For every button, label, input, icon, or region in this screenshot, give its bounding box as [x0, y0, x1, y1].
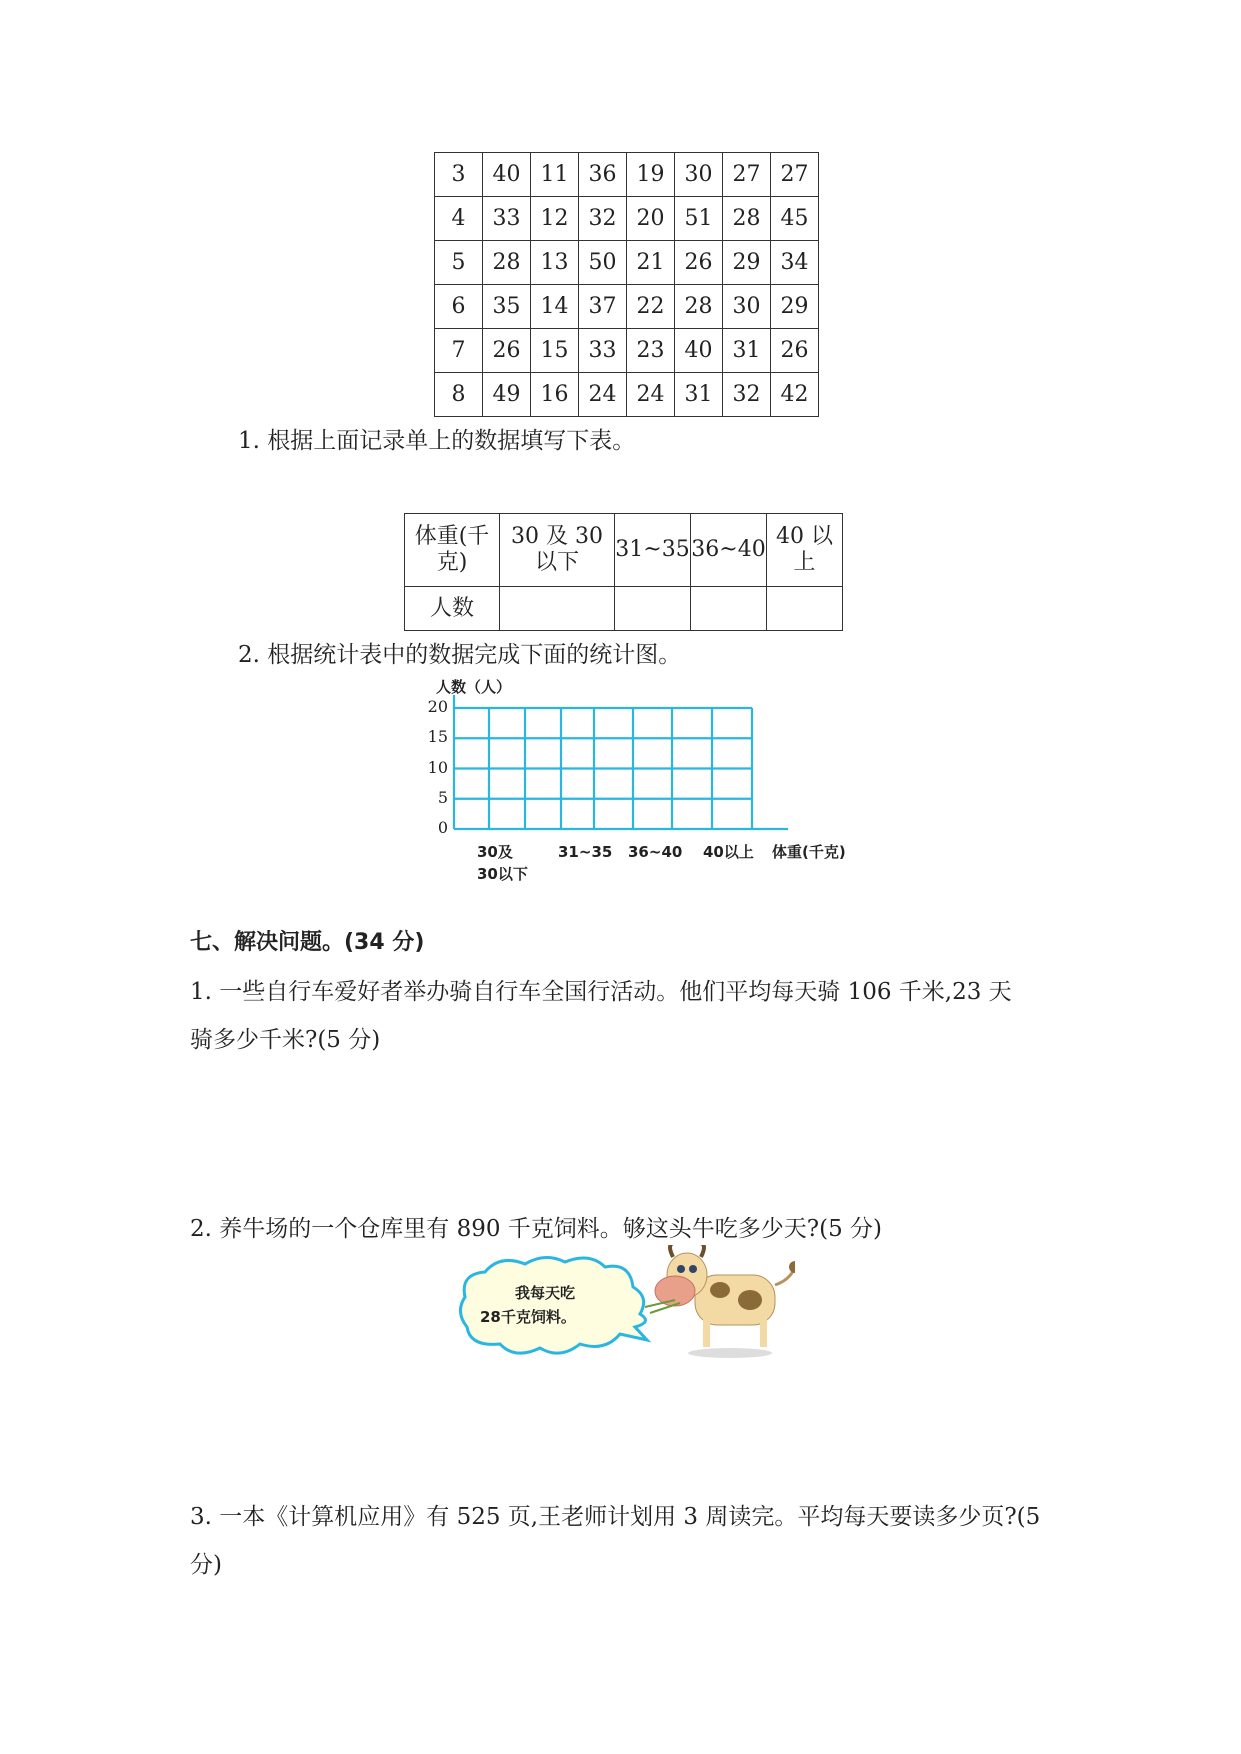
cow-illustration-icon: [645, 1245, 795, 1360]
x-tick-label: 30及30以下: [477, 843, 528, 883]
table-cell: 24: [627, 373, 675, 417]
task-2-instruction: 2. 根据统计表中的数据完成下面的统计图。: [238, 642, 682, 668]
y-axis-label: 人数（人）: [436, 678, 512, 696]
table-cell: 4: [435, 197, 483, 241]
x-tick-label: 31~35: [558, 843, 613, 861]
table-cell: 26: [771, 329, 819, 373]
table-cell: 8: [435, 373, 483, 417]
table-cell: 13: [531, 241, 579, 285]
table-cell: 20: [627, 197, 675, 241]
question-1: 1. 一些自行车爱好者举办骑自行车全国行活动。他们平均每天骑 106 千米,23 天: [190, 979, 1012, 1005]
table-cell: 27: [723, 153, 771, 197]
table-cell: 30: [723, 285, 771, 329]
table-cell: 28: [483, 241, 531, 285]
table-cell: 5: [435, 241, 483, 285]
table-cell: 28: [675, 285, 723, 329]
y-tick-label: 5: [437, 787, 448, 807]
table-cell: 29: [771, 285, 819, 329]
table-cell: 21: [627, 241, 675, 285]
table-cell: 33: [579, 329, 627, 373]
table-cell: 32: [579, 197, 627, 241]
table-cell: 29: [723, 241, 771, 285]
table-cell: 24: [579, 373, 627, 417]
table-cell: 31: [723, 329, 771, 373]
table-cell: 45: [771, 197, 819, 241]
table-cell: 30: [675, 153, 723, 197]
table-cell: 32: [723, 373, 771, 417]
table-cell: 28: [723, 197, 771, 241]
y-tick-label: 15: [427, 727, 448, 747]
section-7-heading: 七、解决问题。(34 分): [190, 930, 425, 955]
table-cell: 7: [435, 329, 483, 373]
x-tick-label: 40以上: [703, 843, 754, 861]
table-cell: 14: [531, 285, 579, 329]
question-2: 2. 养牛场的一个仓库里有 890 千克饲料。够这头牛吃多少天?(5 分): [190, 1216, 882, 1242]
header-40-above: 40 以上: [767, 514, 843, 587]
table-cell: 22: [627, 285, 675, 329]
question-3-cont: 分): [190, 1552, 222, 1578]
table-cell: 49: [483, 373, 531, 417]
y-tick-label: 10: [427, 757, 448, 777]
bubble-text-1: 我每天吃: [515, 1284, 576, 1302]
header-weight: 体重(千克): [405, 514, 500, 587]
row-label-count: 人数: [405, 587, 500, 631]
y-tick-label: 0: [437, 818, 448, 837]
table-cell: 26: [675, 241, 723, 285]
table-cell: 40: [675, 329, 723, 373]
x-axis-label: 体重(千克): [772, 843, 846, 861]
table-cell: 51: [675, 197, 723, 241]
bubble-text-2: 28千克饲料。: [480, 1308, 576, 1326]
table-cell: 15: [531, 329, 579, 373]
table-cell: 42: [771, 373, 819, 417]
table-cell: 19: [627, 153, 675, 197]
table-cell: 26: [483, 329, 531, 373]
header-30-below: 30 及 30 以下: [500, 514, 615, 587]
y-tick-label: 20: [427, 697, 448, 716]
table-cell: 6: [435, 285, 483, 329]
question-3: 3. 一本《计算机应用》有 525 页,王老师计划用 3 周读完。平均每天要读多少页?(5: [190, 1504, 1041, 1530]
table-cell: 23: [627, 329, 675, 373]
table-cell: 37: [579, 285, 627, 329]
table-cell: 16: [531, 373, 579, 417]
table-cell: 12: [531, 197, 579, 241]
header-31-35: 31~35: [615, 514, 691, 587]
question-1-cont: 骑多少千米?(5 分): [190, 1027, 381, 1053]
table-cell: 33: [483, 197, 531, 241]
table-cell: 36: [579, 153, 627, 197]
table-cell: 35: [483, 285, 531, 329]
table-cell: 34: [771, 241, 819, 285]
table-cell: 11: [531, 153, 579, 197]
x-tick-label: 36~40: [628, 843, 683, 861]
table-cell: 50: [579, 241, 627, 285]
table-cell: 31: [675, 373, 723, 417]
task-1-instruction: 1. 根据上面记录单上的数据填写下表。: [238, 428, 636, 454]
header-36-40: 36~40: [691, 514, 767, 587]
table-cell: 3: [435, 153, 483, 197]
table-cell: 27: [771, 153, 819, 197]
table-cell: 40: [483, 153, 531, 197]
